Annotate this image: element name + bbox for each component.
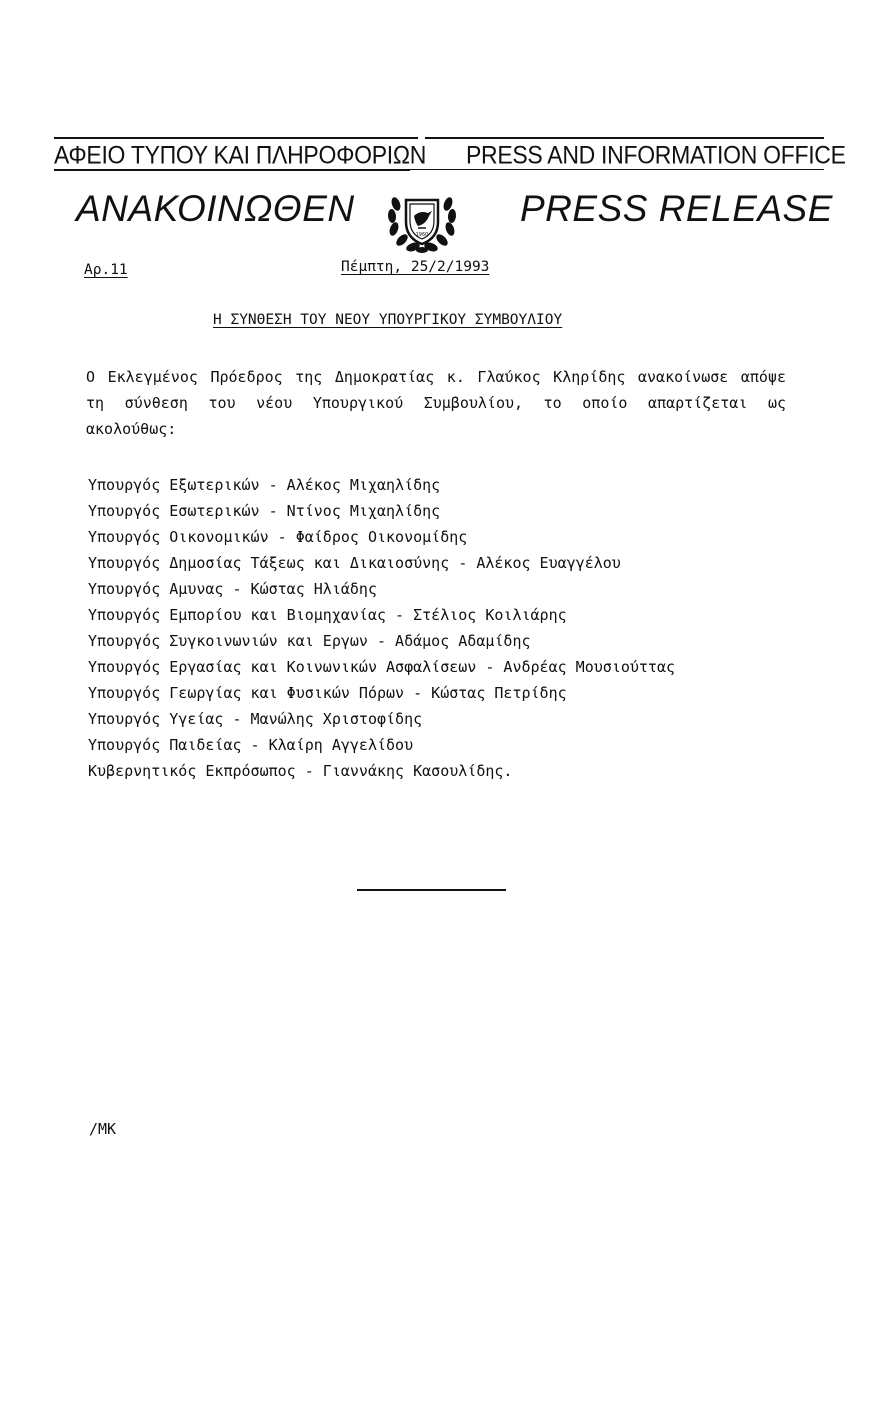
list-item: Υπουργός Εμπορίου και Βιομηχανίας - Στέλιος Κοιλιάρης	[88, 606, 567, 624]
list-item: Υπουργός Συγκοινωνιών και Εργων - Αδάμος Αδαμίδης	[88, 632, 531, 650]
release-date: Πέμπτη, 25/2/1993	[341, 259, 490, 275]
list-item: Υπουργός Υγείας - Μανώλης Χριστοφίδης	[88, 710, 423, 728]
header-rule-english	[425, 137, 824, 139]
list-item: Υπουργός Δημοσίας Τάξεως και Δικαιοσύνης - Αλέκος Ευαγγέλου	[88, 554, 621, 572]
list-item: Υπουργός Εξωτερικών - Αλέκος Μιχαηλίδης	[88, 476, 441, 494]
list-item: Υπουργός Παιδείας - Κλαίρη Αγγελίδου	[88, 736, 414, 754]
svg-text:1960: 1960	[415, 232, 429, 238]
list-item: Υπουργός Γεωργίας και Φυσικών Πόρων - Κώστας Πετρίδης	[88, 684, 567, 702]
intro-paragraph: Ο Εκλεγμένος Πρόεδρος της Δημοκρατίας κ. Γλαύκος Κληρίδης ανακοίνωσε απόψε τη σύνθεση του νέου Υπουργικού Συμβουλίου, το οποίο απαρτίζεται ως ακολούθως:	[86, 368, 786, 438]
title-greek: ΑΝΑΚΟΙΝΩΘΕΝ	[76, 188, 355, 229]
office-name-greek: ΑΦΕΙΟ ΤΥΠΟΥ ΚΑΙ ΠΛΗΡΟΦΟΡΙΩΝ	[54, 141, 427, 170]
header-rule-greek	[54, 137, 418, 139]
end-divider	[357, 889, 506, 891]
minister-list	[88, 472, 675, 784]
title-english: PRESS RELEASE	[520, 188, 833, 229]
cyprus-coat-of-arms-icon	[382, 186, 462, 256]
list-item: Κυβερνητικός Εκπρόσωπος - Γιαννάκης Κασουλίδης.	[88, 762, 513, 780]
list-item: Υπουργός Εργασίας και Κοινωνικών Ασφαλίσεων - Ανδρέας Μουσιούττας	[88, 658, 675, 676]
list-item: Υπουργός Εσωτερικών - Ντίνος Μιχαηλίδης	[88, 502, 441, 520]
release-number: Αρ.11	[84, 262, 128, 278]
list-item: Υπουργός Οικονομικών - Φαίδρος Οικονομίδης	[88, 528, 468, 546]
release-subject: Η ΣΥΝΘΕΣΗ ΤΟΥ ΝΕΟΥ ΥΠΟΥΡΓΙΚΟΥ ΣΥΜΒΟΥΛΙΟΥ	[213, 312, 563, 328]
author-initials: /ΜΚ	[89, 1120, 117, 1138]
list-item: Υπουργός Αμυνας - Κώστας Ηλιάδης	[88, 580, 377, 598]
office-name-english: PRESS AND INFORMATION OFFICE	[466, 141, 846, 170]
